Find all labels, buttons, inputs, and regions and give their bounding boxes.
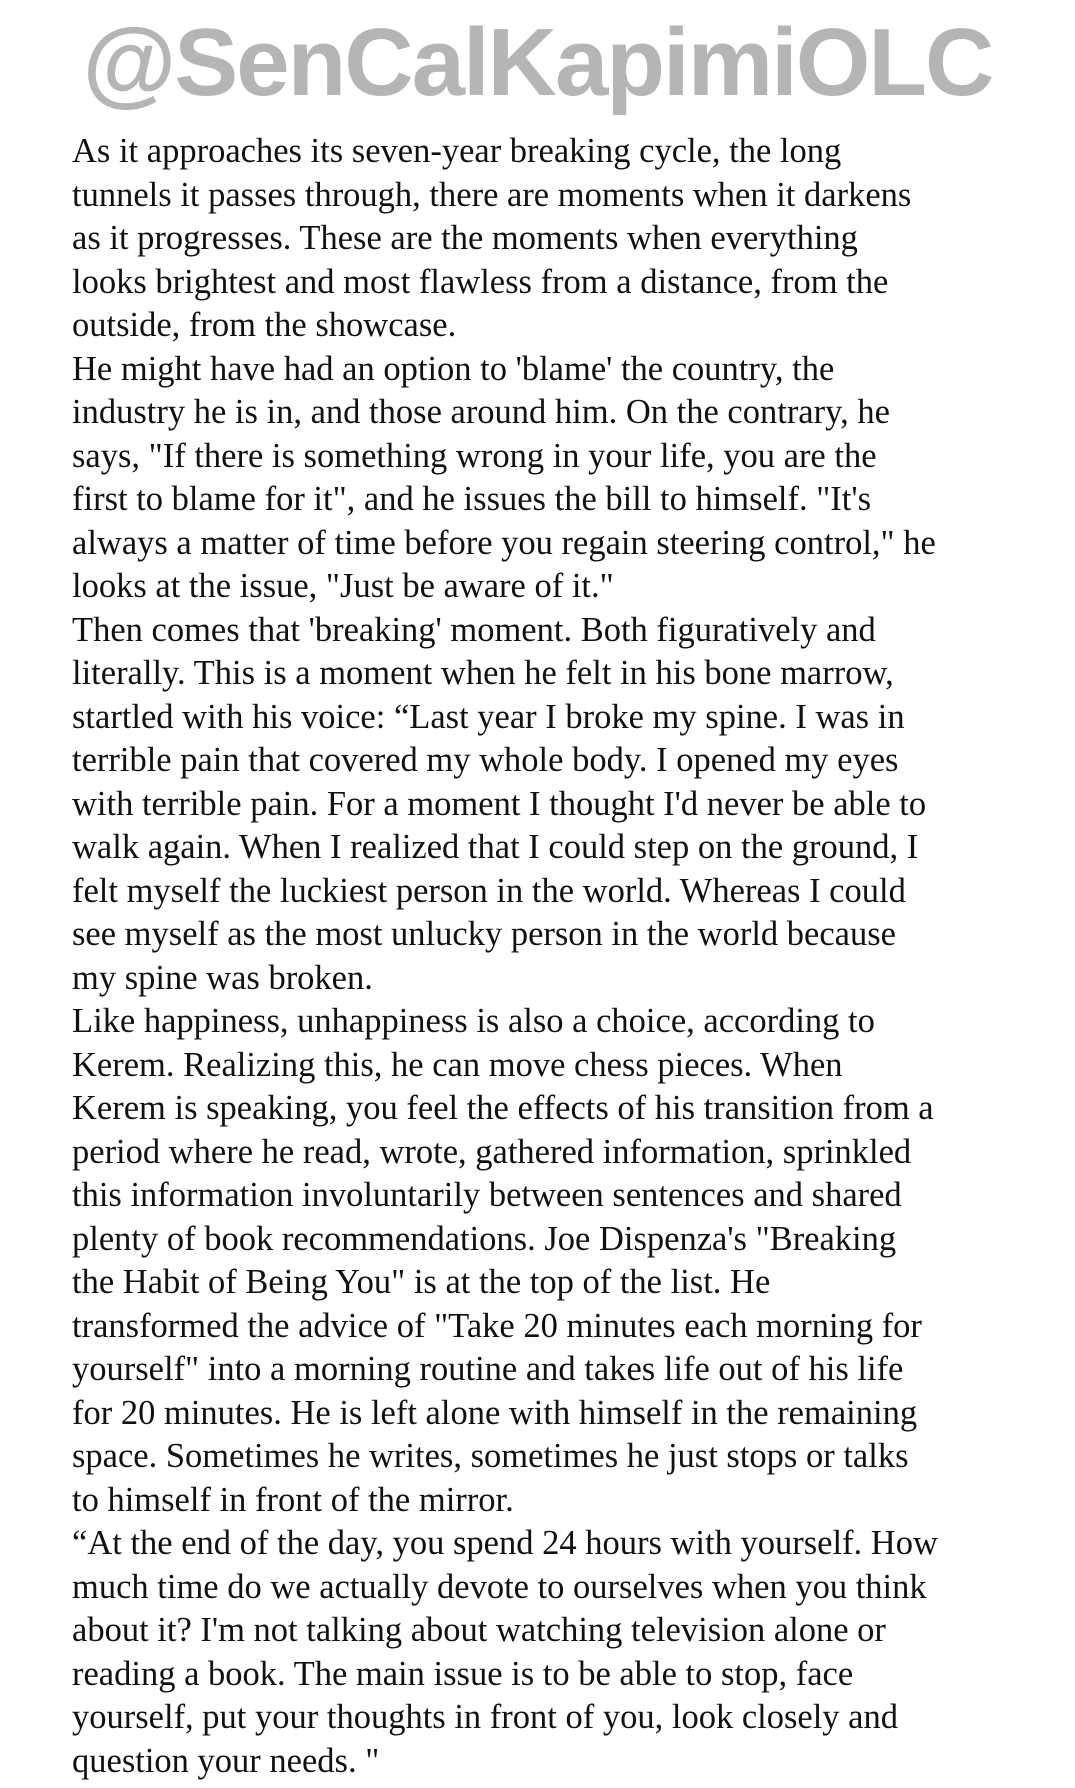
text-line: see myself as the most unlucky person in the world because (72, 915, 896, 953)
text-line: reading a book. The main issue is to be able to stop, face (72, 1654, 854, 1693)
text-line: yourself" into a morning routine and takes life out of his life (72, 1350, 904, 1388)
paragraph (72, 609, 1062, 1001)
text-line: question your needs. " (72, 1741, 380, 1780)
text-line: always a matter of time before you regain steering control," he (72, 523, 936, 562)
text-line: period where he read, wrote, gathered information, sprinkled (72, 1132, 912, 1171)
text-line: the Habit of Being You" is at the top of the list. He (72, 1263, 771, 1301)
text-line: He might have had an option to 'blame' the country, the (72, 349, 835, 388)
text-line: literally. This is a moment when he felt in his bone marrow, (72, 654, 894, 692)
text-line: my spine was broken. (72, 958, 373, 997)
text-line: industry he is in, and those around him. On the contrary, he (72, 393, 890, 431)
text-line: first to blame for it", and he issues the bill to himself. "It's (72, 480, 872, 518)
text-line: “At the end of the day, you spend 24 hours with yourself. How (72, 1524, 938, 1562)
text-line: much time do we actually devote to ourselves when you think (72, 1567, 927, 1606)
text-line: Then comes that 'breaking' moment. Both figuratively and (72, 610, 876, 649)
text-line: walk again. When I realized that I could step on the ground, I (72, 828, 919, 866)
text-line: with terrible pain. For a moment I thought I'd never be able to (72, 784, 927, 823)
text-line: felt myself the luckiest person in the world. Whereas I could (72, 871, 906, 910)
text-line: tunnels it passes through, there are moments when it darkens (72, 175, 912, 214)
document-body (72, 130, 1062, 1783)
text-line: for 20 minutes. He is left alone with himself in the remaining (72, 1393, 918, 1432)
text-line: to himself in front of the mirror. (72, 1480, 514, 1519)
text-line: looks brightest and most flawless from a distance, from the (72, 262, 889, 301)
text-line: Kerem. Realizing this, he can move chess pieces. When (72, 1045, 843, 1084)
text-line: Like happiness, unhappiness is also a choice, according to (72, 1002, 875, 1040)
watermark: @SenCalKapimiOLC (82, 9, 993, 116)
text-line: about it? I'm not talking about watching television alone or (72, 1611, 886, 1649)
text-line: space. Sometimes he writes, sometimes he just stops or talks (72, 1437, 909, 1475)
text-line: transformed the advice of "Take 20 minutes each morning for (72, 1306, 922, 1345)
text-line: this information involuntarily between sentences and shared (72, 1176, 902, 1214)
text-line: Kerem is speaking, you feel the effects of his transition from a (72, 1089, 934, 1127)
paragraph (72, 130, 1062, 348)
paragraph (72, 1522, 1062, 1783)
text-line: outside, from the showcase. (72, 306, 457, 344)
text-line: yourself, put your thoughts in front of you, look closely and (72, 1698, 898, 1736)
text-line: looks at the issue, "Just be aware of it." (72, 567, 614, 605)
paragraph (72, 1000, 1062, 1522)
paragraph (72, 348, 1062, 609)
text-line: as it progresses. These are the moments when everything (72, 219, 858, 257)
text-line: As it approaches its seven-year breaking cycle, the long (72, 132, 842, 170)
text-line: terrible pain that covered my whole body. I opened my eyes (72, 741, 899, 779)
text-line: says, "If there is something wrong in your life, you are the (72, 436, 877, 475)
text-line: startled with his voice: “Last year I broke my spine. I was in (72, 697, 905, 736)
text-line: plenty of book recommendations. Joe Dispenza's "Breaking (72, 1219, 897, 1258)
